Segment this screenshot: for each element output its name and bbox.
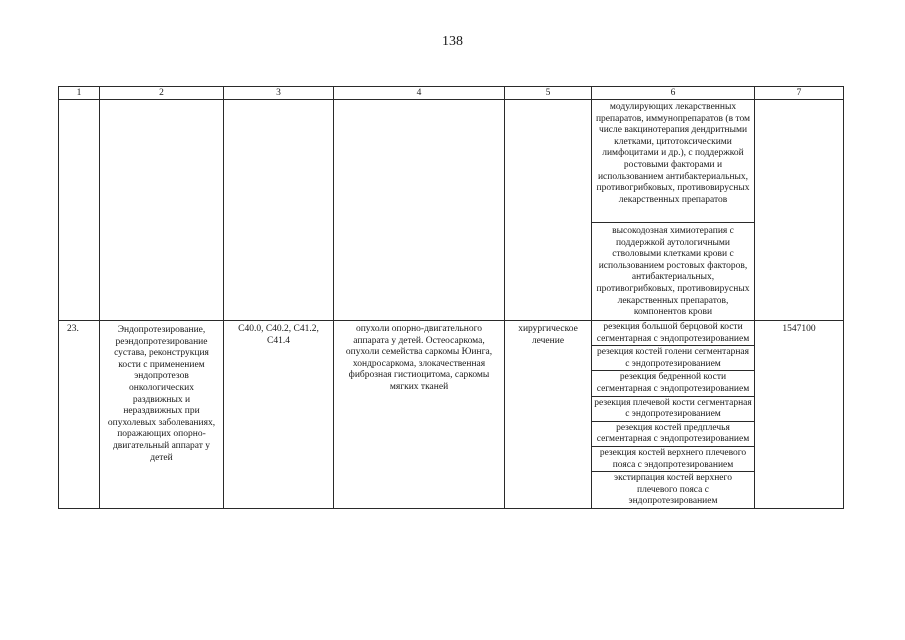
column-number: 1 xyxy=(59,87,100,100)
column-number: 2 xyxy=(100,87,224,100)
continuation-row xyxy=(59,100,844,321)
methods-cell xyxy=(592,100,755,321)
treatment-type: хирургическое лечение xyxy=(505,321,592,509)
method-item: резекция костей предплечья сегментарная с эндопротезированием xyxy=(592,422,754,447)
method-item: резекция большой берцовой кости сегментарная с эндопротезированием xyxy=(592,321,754,346)
table-row xyxy=(59,321,844,509)
cell-empty xyxy=(505,100,592,321)
method-item: резекция бедренной кости сегментарная с эндопротезированием xyxy=(592,371,754,396)
methods-cell xyxy=(592,321,755,509)
method-item: экстирпация костей верхнего плечевого пояса с эндопротезированием xyxy=(614,473,732,507)
method-item: резекция костей голени сегментарная с эндопротезированием xyxy=(592,346,754,371)
patient-model: опухоли опорно-двигательного аппарата у детей. Остеосаркома, опухоли семейства саркомы Юинга, хондросаркома, злокачественная фиброзная гистиоцитома, саркомы мягких тканей xyxy=(334,321,505,509)
column-number: 5 xyxy=(505,87,592,100)
column-number-row xyxy=(59,87,844,100)
cell-empty xyxy=(100,100,224,321)
cell-empty xyxy=(224,100,334,321)
page-number: 138 xyxy=(442,34,463,49)
cell-empty xyxy=(334,100,505,321)
method-item: высокодозная химиотерапия с поддержкой аутологичными стволовыми клетками крови с использованием ростовых факторов, антибактериальных, противогрибковых, противовирусных лекарственных препаратов, компонентов крови xyxy=(596,226,750,318)
column-number: 4 xyxy=(334,87,505,100)
procedure-name: Эндопротезирование, реэндопротезирование сустава, реконструкция кости с применением эндопротезов онкологических раздвижных и нераздвижных при опухолевых заболеваниях, поражающих опорно-двигательный аппарат у детей xyxy=(100,321,224,509)
method-item: резекция костей верхнего плечевого пояса с эндопротезированием xyxy=(592,447,754,472)
column-number: 3 xyxy=(224,87,334,100)
method-item: резекция плечевой кости сегментарная с эндопротезированием xyxy=(592,397,754,422)
cell-empty xyxy=(59,100,100,321)
column-number: 6 xyxy=(592,87,755,100)
method-item: модулирующих лекарственных препаратов, иммунопрепаратов (в том числе вакцинотерапия дендритными клетками, цитотоксическими лимфоцитами и др.), с поддержкой ростовыми факторами и использованием антибактериальных, противогрибковых, противовирусных лекарственных препаратов xyxy=(592,100,754,223)
procedures-table xyxy=(58,86,844,509)
cost-value: 1547100 xyxy=(755,321,844,509)
cell-empty xyxy=(755,100,844,321)
column-number: 7 xyxy=(755,87,844,100)
row-number: 23. xyxy=(59,321,100,509)
icd-codes: C40.0, C40.2, C41.2, C41.4 xyxy=(224,321,334,509)
